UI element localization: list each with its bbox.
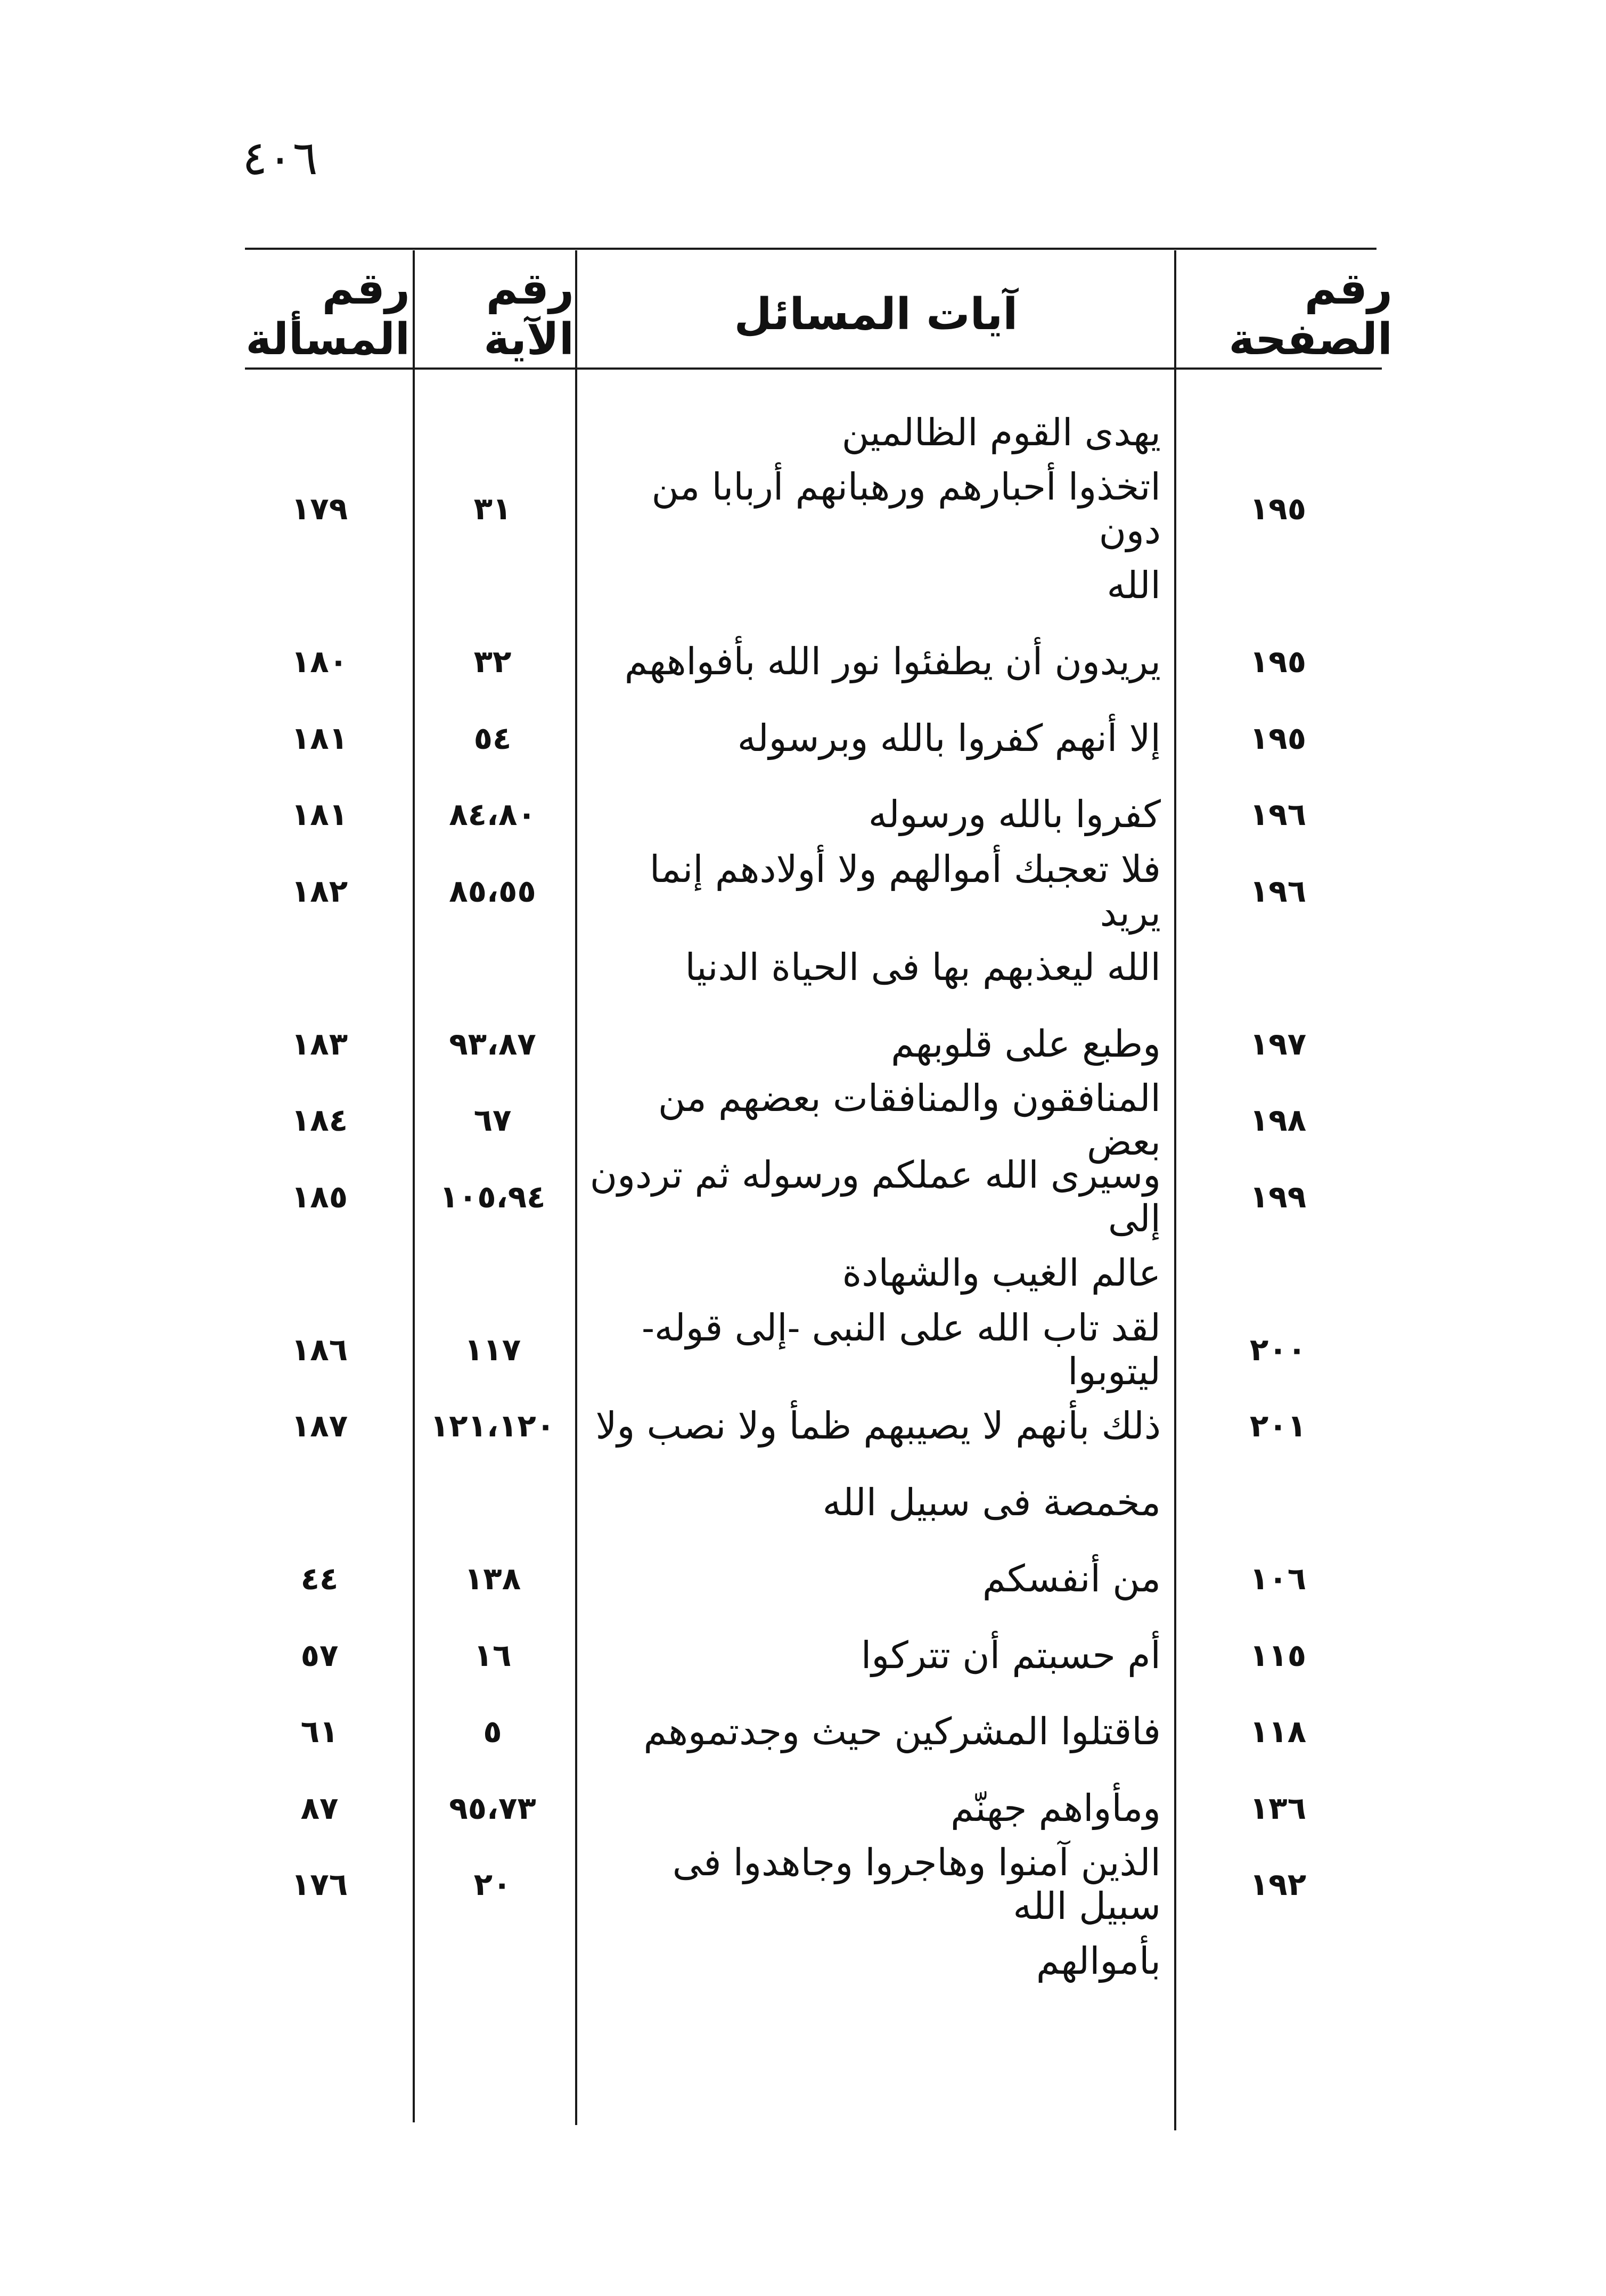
table-row: [0, 929, 1606, 1006]
verse-number-cell: ١٣٨: [464, 1560, 521, 1597]
table-row: [0, 1770, 1606, 1846]
page-number-cell: ٢٠٠: [1249, 1331, 1307, 1368]
table-row: [0, 1841, 1606, 1928]
issue-number-cell: ١٨٧: [291, 1408, 348, 1444]
table-row: [0, 1153, 1606, 1240]
table-row: [0, 1923, 1606, 1999]
verse-number-cell: ١١٧: [464, 1331, 521, 1368]
verse-number-cell: ٥: [483, 1713, 502, 1750]
verse-text-cell: وطبع على قلوبهم: [891, 1022, 1161, 1066]
header-page-number: رقم الصفحة: [1228, 264, 1392, 365]
page-number-cell: [1182, 547, 1374, 623]
verse-text-cell: بأموالهم: [1036, 1939, 1161, 1983]
verse-text-cell: يهدى القوم الظالمين: [841, 410, 1161, 454]
page-number-cell: ١٩٧: [1249, 1025, 1307, 1062]
verse-number-cell: ٦٧: [473, 1102, 512, 1138]
verse-number-cell: [421, 929, 564, 1006]
table-row: [0, 1388, 1606, 1464]
issue-number-cell: [234, 1235, 405, 1311]
page-number-cell: ٢٠١: [1249, 1408, 1307, 1444]
issue-number-cell: ٨٧: [300, 1790, 339, 1826]
table-row: [0, 624, 1606, 700]
verse-number-cell: [421, 547, 564, 623]
table-row: [0, 547, 1606, 623]
issue-number-cell: ١٨٢: [291, 872, 348, 909]
page-number-cell: ١٩٦: [1249, 872, 1307, 909]
page-number: ٤٠٦: [242, 130, 318, 185]
verse-text-cell: كفروا بالله ورسوله: [868, 792, 1161, 836]
issue-number-cell: [234, 929, 405, 1006]
verse-number-cell: ٣١: [473, 491, 512, 527]
verse-number-cell: ٣٢: [473, 643, 512, 680]
verse-text-cell: الله ليعذبهم بها فى الحياة الدنيا: [685, 945, 1161, 989]
issue-number-cell: ٦١: [300, 1713, 339, 1750]
issue-number-cell: ١٧٦: [291, 1866, 348, 1902]
issue-number-cell: [234, 394, 405, 470]
table-row: [0, 700, 1606, 776]
verse-text-cell: من أنفسكم: [982, 1557, 1161, 1600]
verse-number-cell: ٩٥،٧٣: [449, 1790, 536, 1826]
table-row: [0, 1617, 1606, 1693]
page-number-cell: [1182, 394, 1374, 470]
page-number-cell: ١٠٦: [1249, 1560, 1307, 1597]
verse-number-cell: [421, 1235, 564, 1311]
verse-text-cell: ومأواهم جهنّم: [951, 1786, 1161, 1830]
table-row: [0, 777, 1606, 853]
verse-text-cell: فلا تعجبك أموالهم ولا أولادهم إنما يريد: [649, 847, 1161, 935]
verse-text-cell: يريدون أن يطفئوا نور الله بأفواههم: [624, 640, 1161, 683]
issue-number-cell: ١٨٦: [291, 1331, 348, 1368]
verse-text-cell: المنافقون والمنافقات بعضهم من بعض: [658, 1076, 1161, 1164]
table-row: [0, 1006, 1606, 1082]
page-number-cell: [1182, 1235, 1374, 1311]
issue-number-cell: ٥٧: [300, 1637, 339, 1673]
issue-number-cell: ١٨٣: [291, 1025, 348, 1062]
page-number-cell: ١٩٥: [1249, 720, 1307, 756]
table-row: [0, 1076, 1606, 1164]
header-issue-number: رقم المسألة: [245, 264, 410, 365]
table-row: [0, 847, 1606, 935]
table-row: [0, 465, 1606, 552]
verse-number-cell: ٥٤: [473, 720, 512, 756]
verse-text-cell: الله: [1107, 563, 1161, 607]
page-number-cell: ١٩٦: [1249, 796, 1307, 832]
table-row: [0, 1541, 1606, 1617]
page-number-cell: ١٩٨: [1249, 1102, 1307, 1138]
verse-text-cell: ذلك بأنهم لا يصيبهم ظمأ ولا نصب ولا: [595, 1404, 1161, 1448]
verse-number-cell: ٢٠: [473, 1866, 512, 1902]
verse-number-cell: ٩٣،٨٧: [449, 1025, 536, 1062]
table-row: [0, 394, 1606, 470]
verse-number-cell: ٨٥،٥٥: [449, 872, 536, 909]
verse-number-cell: ٨٤،٨٠: [449, 796, 536, 832]
issue-number-cell: [234, 1923, 405, 1999]
verse-number-cell: [421, 1923, 564, 1999]
page-number-cell: ١٩٢: [1249, 1866, 1307, 1902]
verse-number-cell: [421, 394, 564, 470]
verse-number-cell: ١٢١،١٢٠: [430, 1408, 555, 1444]
page-number-cell: [1182, 1464, 1374, 1540]
page-number-cell: [1182, 1923, 1374, 1999]
verse-text-cell: إلا أنهم كفروا بالله وبرسوله: [737, 716, 1161, 760]
page-number-cell: ١١٨: [1249, 1713, 1307, 1750]
issue-number-cell: ١٧٩: [291, 491, 348, 527]
verse-text-cell: فاقتلوا المشركين حيث وجدتموهم: [643, 1710, 1161, 1753]
verse-text-cell: مخمصة فى سبيل الله: [822, 1480, 1161, 1524]
verse-text-cell: أم حسبتم أن تتركوا: [861, 1633, 1161, 1677]
issue-number-cell: ٤٤: [300, 1560, 339, 1597]
page-number-cell: ١٩٥: [1249, 643, 1307, 680]
issue-number-cell: ١٨٤: [291, 1102, 348, 1138]
issue-number-cell: ١٨٥: [291, 1178, 348, 1215]
table-top-rule: [245, 248, 1376, 250]
table-row: [0, 1305, 1606, 1393]
verse-text-cell: وسيرى الله عملكم ورسوله ثم تردون إلى: [589, 1153, 1161, 1240]
page-number-cell: ١١٥: [1249, 1637, 1307, 1673]
table-row: [0, 1235, 1606, 1311]
header-verse-number: رقم الآية: [484, 264, 574, 365]
issue-number-cell: ١٨١: [291, 720, 348, 756]
page-number-cell: ١٩٥: [1249, 491, 1307, 527]
page-number-cell: [1182, 929, 1374, 1006]
issue-number-cell: ١٨٠: [291, 643, 348, 680]
issue-number-cell: [234, 1464, 405, 1540]
header-bottom-rule: [245, 367, 1382, 370]
verse-number-cell: ١٠٥،٩٤: [439, 1178, 546, 1215]
issue-number-cell: ١٨١: [291, 796, 348, 832]
page-number-cell: ١٩٩: [1249, 1178, 1307, 1215]
page-number-cell: ١٣٦: [1249, 1790, 1307, 1826]
header-verses: آيات المسائل: [734, 289, 1018, 340]
verse-text-cell: اتخذوا أحبارهم ورهبانهم أربابا من دون: [651, 465, 1161, 552]
verse-text-cell: لقد تاب الله على النبى -إلى قوله- ليتوبوا: [642, 1305, 1161, 1393]
verse-text-cell: عالم الغيب والشهادة: [842, 1251, 1161, 1295]
table-row: [0, 1464, 1606, 1540]
verse-number-cell: [421, 1464, 564, 1540]
verse-number-cell: ١٦: [473, 1637, 512, 1673]
verse-text-cell: الذين آمنوا وهاجروا وجاهدوا فى سبيل الله: [672, 1841, 1161, 1928]
issue-number-cell: [234, 547, 405, 623]
table-row: [0, 1694, 1606, 1770]
